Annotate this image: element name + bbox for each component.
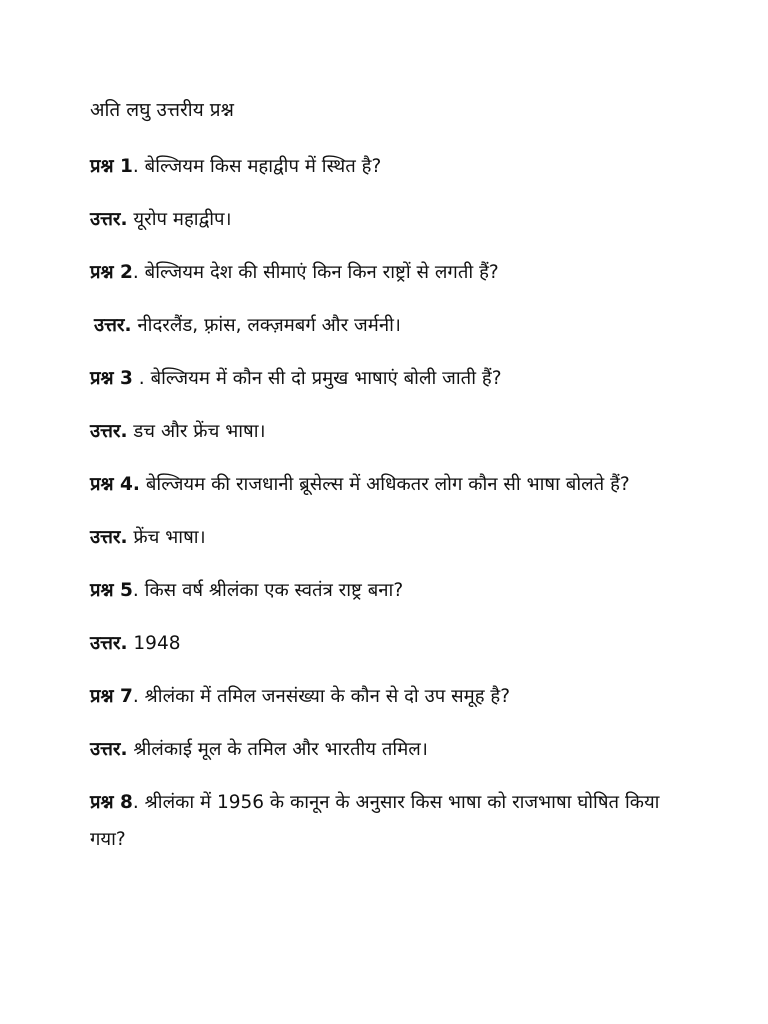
answer-5-text: 1948 (127, 633, 181, 654)
answer-7-text: श्रीलंकाई मूल के तमिल और भारतीय तमिल। (127, 739, 428, 760)
answer-2-label: उत्तर. (94, 315, 132, 336)
question-7 (90, 678, 688, 715)
question-3-text: . बेल्जियम में कौन सी दो प्रमुख भाषाएं बोली जाती हैं? (132, 368, 502, 389)
answer-1-text: यूरोप महाद्वीप। (127, 209, 232, 230)
question-4 (90, 466, 688, 503)
answer-1 (90, 201, 688, 238)
answer-5 (90, 625, 688, 662)
answer-4 (90, 519, 688, 556)
answer-2-text: नीदरलैंड, फ़्रांस, लक्ज़मबर्ग और जर्मनी। (131, 315, 401, 336)
question-7-label: प्रश्न 7 (90, 686, 133, 707)
question-7-text: . श्रीलंका में तमिल जनसंख्या के कौन से दो उप समूह है? (132, 686, 511, 707)
document-title: अति लघु उत्तरीय प्रश्न (90, 99, 234, 121)
question-8-label: प्रश्न 8 (90, 792, 133, 813)
answer-3-label: उत्तर. (90, 421, 128, 442)
answer-3 (90, 413, 688, 450)
question-4-label: प्रश्न 4. (90, 474, 140, 495)
answer-3-text: डच और फ्रेंच भाषा। (127, 421, 266, 442)
question-1-label: प्रश्न 1 (90, 156, 133, 177)
answer-5-label: उत्तर. (90, 633, 128, 654)
question-1 (90, 148, 688, 185)
question-5-label: प्रश्न 5 (90, 580, 133, 601)
question-3-label: प्रश्न 3 (90, 368, 133, 389)
answer-7 (90, 731, 688, 768)
question-3 (90, 360, 688, 397)
answer-7-label: उत्तर. (90, 739, 128, 760)
answer-4-text: फ्रेंच भाषा। (127, 527, 206, 548)
question-8-text: . श्रीलंका में 1956 के कानून के अनुसार किस भाषा को राजभाषा घोषित किया गया? (90, 792, 660, 850)
question-2-text: . बेल्जियम देश की सीमाएं किन किन राष्ट्रों से लगती हैं? (132, 262, 499, 283)
question-8 (90, 784, 688, 858)
answer-2 (90, 307, 688, 344)
question-2-label: प्रश्न 2 (90, 262, 133, 283)
question-1-text: . बेल्जियम किस महाद्वीप में स्थित है? (132, 156, 382, 177)
question-2 (90, 254, 688, 291)
answer-4-label: उत्तर. (90, 527, 128, 548)
answer-1-label: उत्तर. (90, 209, 128, 230)
question-5-text: . किस वर्ष श्रीलंका एक स्वतंत्र राष्ट्र बना? (132, 580, 404, 601)
question-4-text: बेल्जियम की राजधानी ब्रूसेल्स में अधिकतर लोग कौन सी भाषा बोलते हैं? (139, 474, 630, 495)
question-5 (90, 572, 688, 609)
